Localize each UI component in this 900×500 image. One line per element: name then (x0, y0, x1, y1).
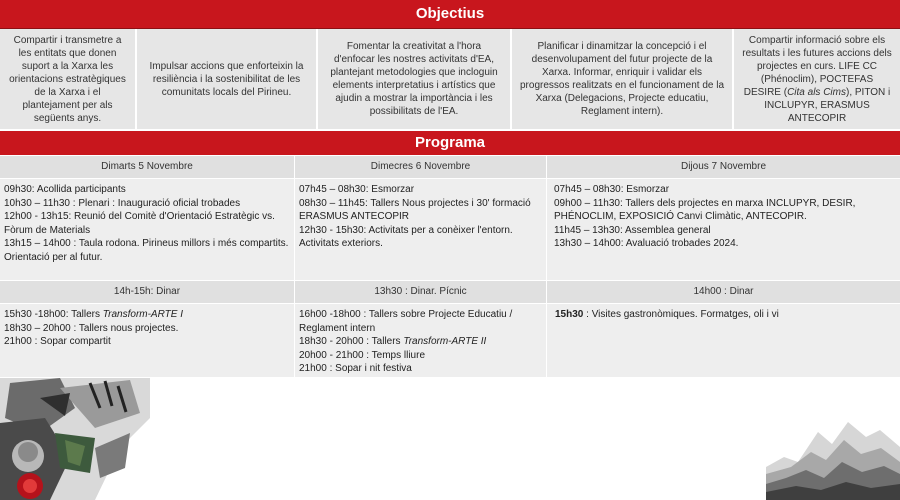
day3-afternoon (547, 304, 900, 377)
schedule-time: 15h30 (555, 309, 584, 320)
schedule-line: 08h30 – 11h45: Tallers Nous projectes i 30' formació ERASMUS ANTECOPIR (299, 197, 531, 222)
lunch-day3: 14h00 : Dinar (547, 281, 900, 303)
schedule-line: 12h00 - 13h15: Reunió del Comitè d'Orientació Estratègic vs. Fòrum de Materials (4, 211, 275, 236)
objectiu-1: Compartir i transmetre a les entitats que donen suport a la Xarxa les orientacions estratègiques de la Xarxa i el plantejament per als següents anys. (0, 29, 137, 129)
lunch-day2: 13h30 : Dinar. Pícnic (295, 281, 547, 303)
schedule-line: 21h00 : Sopar i nit festiva (299, 363, 412, 374)
objectius-row (0, 29, 900, 129)
schedule-text: 18h30 - 20h00 : Tallers (299, 336, 404, 347)
schedule-line: 20h00 - 21h00 : Temps lliure (299, 349, 426, 361)
schedule-line (555, 308, 896, 322)
schedule-line: 21h00 : Sopar compartit (4, 336, 111, 347)
mountains-illustration (766, 412, 900, 500)
schedule-line: 09h30: Acollida participants (4, 184, 126, 195)
objectiu-5 (734, 29, 900, 129)
programa-title: Programa (0, 131, 900, 155)
day-header-2: Dimecres 6 Novembre (295, 156, 547, 178)
day3-morning (547, 179, 900, 280)
objectiu-2: Impulsar accions que enforteixin la resiliència i la sostenibilitat de les comunitats locals del Pirineu. (137, 29, 318, 129)
objectiu-4: Planificar i dinamitzar la concepció i el desenvolupament del futur projecte de la Xarxa. Informar, enriquir i validar els progressos realitzats en el funcionament de la Xarxa (Delegacions, Projecte educatiu, Reglament intern). (512, 29, 734, 129)
objectiu-5-part1: Compartir informació sobre els resultats i les futures accions dels projectes en curs. LIFE CC (Phénoclim), POCTEFAS DESIRE ( (742, 34, 892, 98)
day1-afternoon (0, 304, 295, 377)
afternoon-row (0, 304, 900, 377)
schedule-line (4, 308, 290, 322)
lunch-day1: 14h-15h: Dinar (0, 281, 295, 303)
morning-row (0, 179, 900, 280)
schedule-line (299, 335, 542, 349)
schedule-line: 16h00 -18h00 : Tallers sobre Projecte Educatiu / Reglament intern (299, 309, 513, 334)
schedule-line: 13h30 – 14h00: Avaluació trobades 2024. (554, 238, 739, 249)
schedule-line: 11h45 – 13h30: Assemblea general (554, 224, 711, 236)
schedule-line: 12h30 - 15h30: Activitats per a conèixer l'entorn. Activitats exteriors. (299, 224, 513, 249)
collage-illustration (0, 378, 150, 500)
objectiu-5-part2: ), PITON i INCLUPYR, ERASMUS ANTECOPIR (764, 86, 891, 124)
schedule-text: : Visites gastronòmiques. Formatges, oli i vi (586, 309, 779, 320)
day-header-3: Dijous 7 Novembre (547, 156, 900, 178)
schedule-line: 09h00 – 11h30: Tallers dels projectes en marxa INCLUPYR, DESIR, PHÉNOCLIM, EXPOSICIÓ Canvi Climàtic, ANTECOPIR. (554, 197, 856, 222)
schedule-text: 15h30 -18h00: Tallers (4, 309, 103, 320)
lunch-row (0, 281, 900, 303)
schedule-line: 18h30 – 20h00 : Tallers nous projectes. (4, 322, 179, 334)
day-header-row (0, 156, 900, 178)
schedule-line: 07h45 – 08h30: Esmorzar (554, 184, 670, 195)
schedule-italic: Transform-ARTE I (102, 309, 183, 320)
objectiu-3: Fomentar la creativitat a l'hora d'enfocar les nostres activitats d'EA, plantejant metodologies que incloguin elements interpretatius i artístics que ajudin a mostrar la importància i les possibilitats de l'EA. (318, 29, 512, 129)
day2-afternoon (295, 304, 547, 377)
day-header-1: Dimarts 5 Novembre (0, 156, 295, 178)
schedule-italic: Transform-ARTE II (403, 336, 487, 347)
schedule-line: 07h45 – 08h30: Esmorzar (299, 184, 415, 195)
day2-morning (295, 179, 547, 280)
schedule-line: 10h30 – 11h30 : Plenari : Inauguració oficial trobades (4, 197, 241, 209)
day1-morning (0, 179, 295, 280)
schedule-line: 13h15 – 14h00 : Taula rodona. Pirineus millors i més compartits. Orientació per al futur. (4, 238, 289, 263)
objectius-title: Objectius (0, 0, 900, 29)
objectiu-5-italic: Cita als Cims (787, 86, 846, 98)
